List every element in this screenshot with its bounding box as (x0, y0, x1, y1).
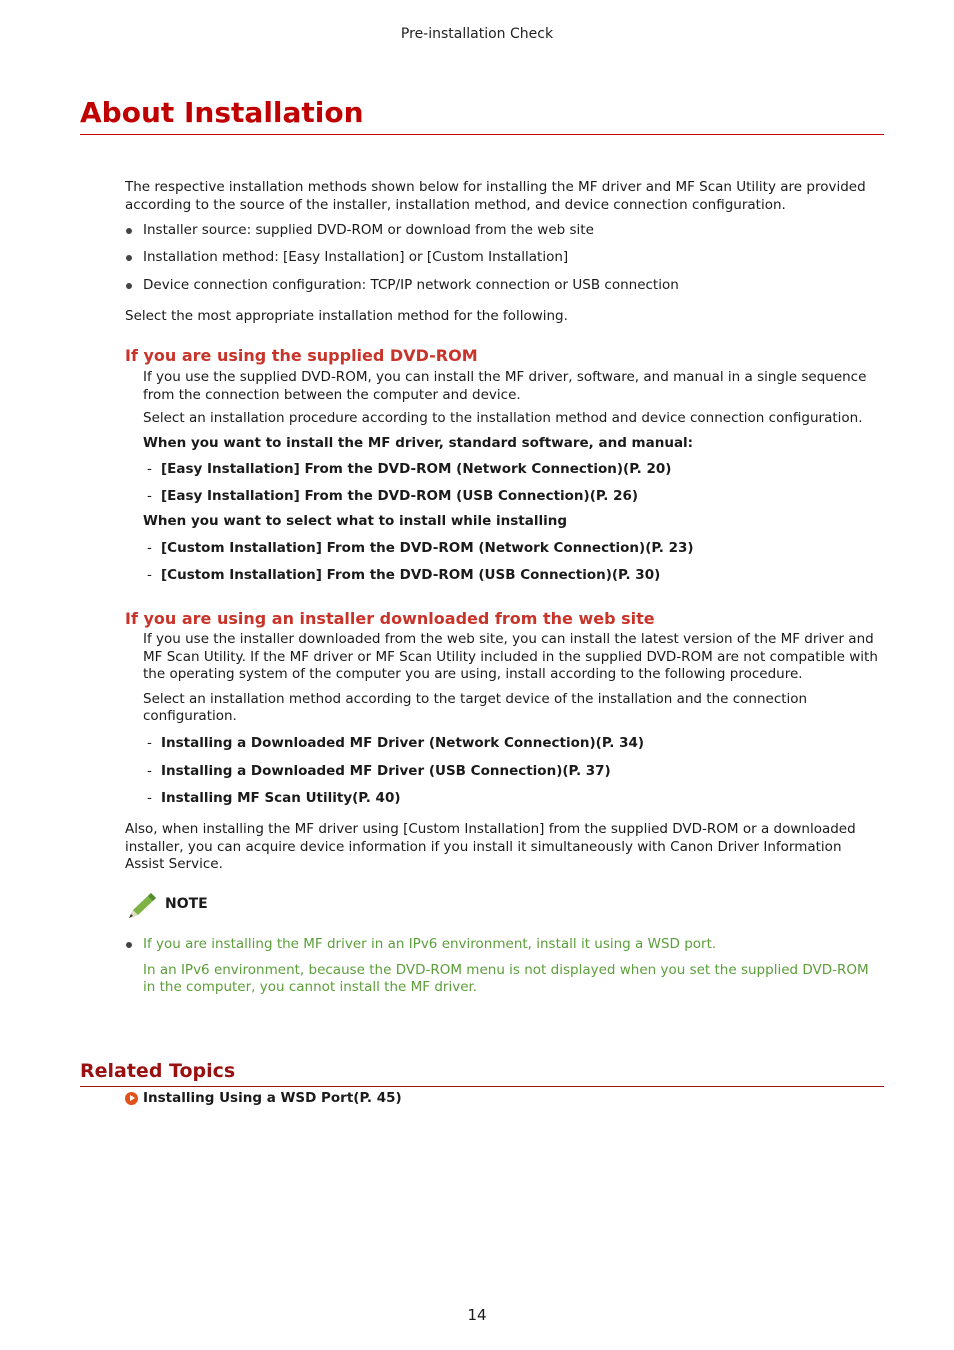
web-section-body (143, 631, 885, 817)
link-custom-network[interactable]: - [Custom Installation] From the DVD-ROM (Network Connection)(P. 23) (143, 540, 885, 567)
note-body (125, 936, 885, 997)
dvd-section-body (143, 369, 885, 594)
note-bullet: If you are installing the MF driver in an IPv6 environment, install it using a WSD port. (125, 936, 885, 954)
page-number: 14 (467, 1306, 487, 1324)
section-heading-dvd: If you are using the supplied DVD-ROM (125, 346, 478, 365)
note-detail: In an IPv6 environment, because the DVD-ROM menu is not displayed when you set the supplied DVD-ROM in the computer, you cannot install the MF driver. (143, 961, 869, 995)
note-label: NOTE (165, 896, 208, 912)
dvd-group2-label: When you want to select what to install while installing (143, 513, 568, 529)
link-easy-usb[interactable]: - [Easy Installation] From the DVD-ROM (USB Connection)(P. 26) (143, 488, 885, 513)
web-links (143, 735, 885, 817)
list-item: Installer source: supplied DVD-ROM or download from the web site (125, 222, 885, 249)
dvd-group2-links (143, 540, 885, 594)
list-item: Installation method: [Easy Installation] or [Custom Installation] (125, 249, 885, 277)
list-item: Device connection configuration: TCP/IP network connection or USB connection (125, 277, 885, 304)
link-download-usb[interactable]: - Installing a Downloaded MF Driver (USB Connection)(P. 37) (143, 763, 885, 790)
dvd-paragraph-2: Select an installation procedure according to the installation method and device connection configuration. (143, 410, 863, 426)
intro-bullet-list (125, 222, 885, 304)
running-header: Pre-installation Check (400, 26, 554, 42)
note-header (125, 890, 525, 922)
web-paragraph-2: Select an installation method according to the target device of the installation and the connection configuration. (143, 690, 808, 724)
also-paragraph: Also, when installing the MF driver using [Custom Installation] from the supplied DVD-ROM or a downloaded installer, you can acquire device information if you install it simultaneously with Canon Driver Information Assist Service. (125, 821, 856, 872)
related-link-wsd[interactable] (125, 1090, 402, 1108)
web-paragraph-1: If you use the installer downloaded from the web site, you can install the latest version of the MF driver and MF Scan Utility. If the MF driver or MF Scan Utility included in the supplied DVD-ROM are not compatible with the operating system of the computer you are using, install according to the following procedure. (143, 631, 878, 682)
link-custom-usb[interactable]: - [Custom Installation] From the DVD-ROM (USB Connection)(P. 30) (143, 567, 885, 594)
link-easy-network[interactable]: - [Easy Installation] From the DVD-ROM (Network Connection)(P. 20) (143, 461, 885, 488)
page-title: About Installation (80, 94, 884, 135)
arrow-right-circle-icon (125, 1092, 138, 1105)
link-scan-utility[interactable]: - Installing MF Scan Utility(P. 40) (143, 790, 885, 817)
intro-text: The respective installation methods shown below for installing the MF driver and MF Scan Utility are provided according to the source of the installer, installation method, and device connection configuration. (125, 179, 866, 213)
note-bullet-list (125, 936, 885, 954)
intro-block (125, 179, 885, 326)
dvd-group1-links (143, 461, 885, 513)
related-topics-title: Related Topics (80, 1058, 884, 1087)
dvd-paragraph-1: If you use the supplied DVD-ROM, you can install the MF driver, software, and manual in a single sequence from the connection between the computer and device. (143, 369, 867, 403)
dvd-group1-label: When you want to install the MF driver, standard software, and manual: (143, 434, 694, 451)
intro-closing: Select the most appropriate installation method for the following. (125, 308, 568, 324)
pencil-icon (125, 890, 159, 922)
link-download-network[interactable]: - Installing a Downloaded MF Driver (Network Connection)(P. 34) (143, 735, 885, 763)
related-link-label: Installing Using a WSD Port(P. 45) (143, 1090, 402, 1106)
section-heading-web: If you are using an installer downloaded from the web site (125, 609, 655, 628)
